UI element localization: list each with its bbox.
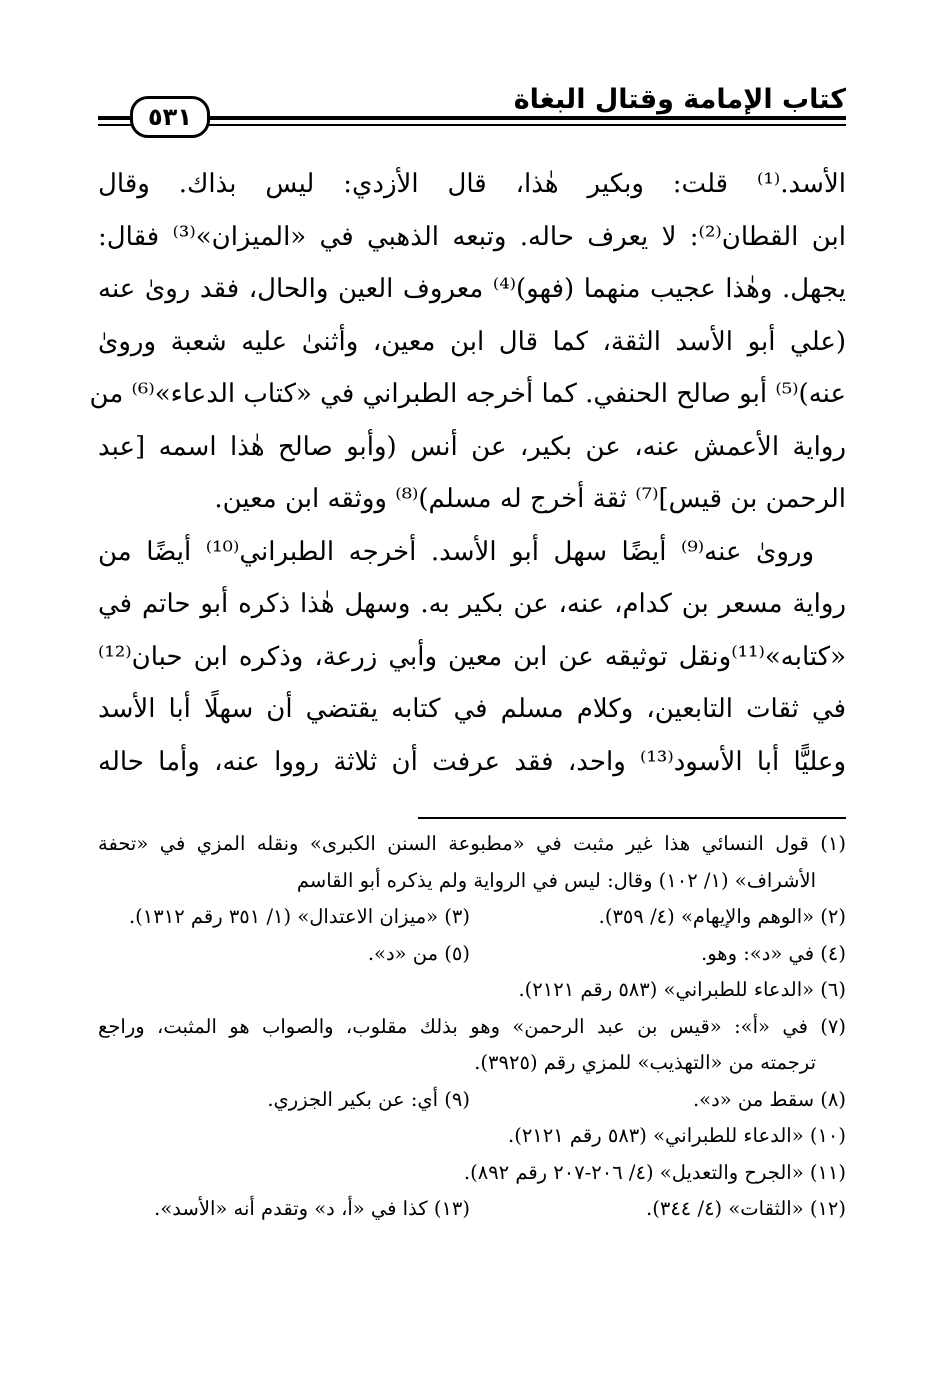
footnote-3: (٣) «ميزان الاعتدال» (١/ ٣٥١ رقم ١٣١٢). <box>128 905 470 928</box>
footnote-7: (٧) في «أ»: «قيس بن عبد الرحمن» وهو بذلك مقلوب، والصواب هو المثبت، وراجع <box>98 1014 846 1038</box>
footnote-separator <box>418 817 846 819</box>
footnote-5: (٥) من «د». <box>367 941 470 965</box>
footnote-9: (٩) أي: عن بكير الجزري. <box>267 1087 470 1111</box>
page-header <box>98 78 846 136</box>
text-line: رواية الأعمش عنه، عن بكير، عن أنس (وأبو صالح هٰذا اسمه [عبد <box>98 431 846 462</box>
footnote-row <box>98 899 846 936</box>
text-line: يجهل. وهٰذا عجيب منهما (فهو)⁽⁴⁾ معروف العين والحال، فقد روىٰ عنه <box>98 274 846 304</box>
main-text <box>89 158 846 788</box>
text-line: (علي أبو الأسد الثقة، كما قال ابن معين، وأثنىٰ عليه شعبة وروىٰ <box>98 326 846 357</box>
text-line: الرحمن بن قيس]⁽⁷⁾ ثقة أخرج له مسلم)⁽⁸⁾ ووثقه ابن معين. <box>214 484 846 514</box>
footnote-11: (١١) «الجرح والتعديل» (٤/ ٢٠٦-٢٠٧ رقم ٨٩٢). <box>463 1160 846 1184</box>
text-line: «كتابه»⁽¹¹⁾ونقل توثيقه عن ابن معين وأبي زرعة، وذكره ابن حبان⁽¹²⁾ <box>98 641 846 672</box>
book-title: كتاب الإمامة وقتال البغاة <box>513 84 846 115</box>
footnote-7-continued: ترجمته من «التهذيب» للمزي رقم (٣٩٢٥). <box>474 1051 816 1074</box>
header-rule-thin <box>98 124 846 126</box>
text-line: الأسد.⁽¹⁾ قلت: وبكير هٰذا، قال الأزدي: ليس بذاك. وقال <box>98 169 846 199</box>
text-line: وعليًّا أبا الأسود⁽¹³⁾ واحد، فقد عرفت أن ثلاثة رووا عنه، وأما حاله <box>98 746 846 777</box>
footnote-1: (١) قول النسائي هذا غير مثبت في «مطبوعة السنن الكبرى» ونقله المزي في «تحفة <box>98 832 846 855</box>
page-number: ٥٣١ <box>130 96 210 138</box>
footnote-2: (٢) «الوهم والإيهام» (٤/ ٣٥٩). <box>598 905 846 928</box>
text-line: في ثقات التابعين، وكلام مسلم في كتابه يقتضي أن سهلًا أبا الأسد <box>98 694 846 724</box>
footnote-1-continued: الأشراف» (١/ ١٠٢) وقال: ليس في الرواية ولم يذكره أبو القاسم <box>296 868 816 892</box>
footnote-13: (١٣) كذا في «أ، د» وتقدم أنه «الأسد». <box>154 1197 470 1220</box>
footnote-6: (٦) «الدعاء للطبراني» (٥٨٣ رقم ٢١٢١). <box>518 978 846 1001</box>
footnote-row <box>98 1082 846 1119</box>
text-line: وروىٰ عنه⁽⁹⁾ أيضًا سهل أبو الأسد. أخرجه الطبراني⁽¹⁰⁾ أيضًا من <box>98 536 815 567</box>
footnote-row <box>98 1191 846 1228</box>
footnotes <box>98 826 846 1228</box>
footnote-8: (٨) سقط من «د». <box>692 1087 846 1111</box>
footnote-row <box>98 936 846 973</box>
footnote-10: (١٠) «الدعاء للطبراني» (٥٨٣ رقم ٢١٢١). <box>508 1124 846 1147</box>
header-rule-thick <box>98 116 846 120</box>
text-line: عنه)⁽⁵⁾ أبو صالح الحنفي. كما أخرجه الطبراني في «كتاب الدعاء»⁽⁶⁾ من <box>89 379 846 409</box>
footnote-4: (٤) في «د»: وهو. <box>701 941 846 965</box>
text-line: ابن القطان⁽²⁾: لا يعرف حاله. وتبعه الذهبي في «الميزان»⁽³⁾ فقال: <box>98 221 846 252</box>
text-line: رواية مسعر بن كدام، عنه، عن بكير به. وسهل هٰذا ذكره أبو حاتم في <box>98 589 846 619</box>
footnote-12: (١٢) «الثقات» (٤/ ٣٤٤). <box>646 1197 846 1220</box>
